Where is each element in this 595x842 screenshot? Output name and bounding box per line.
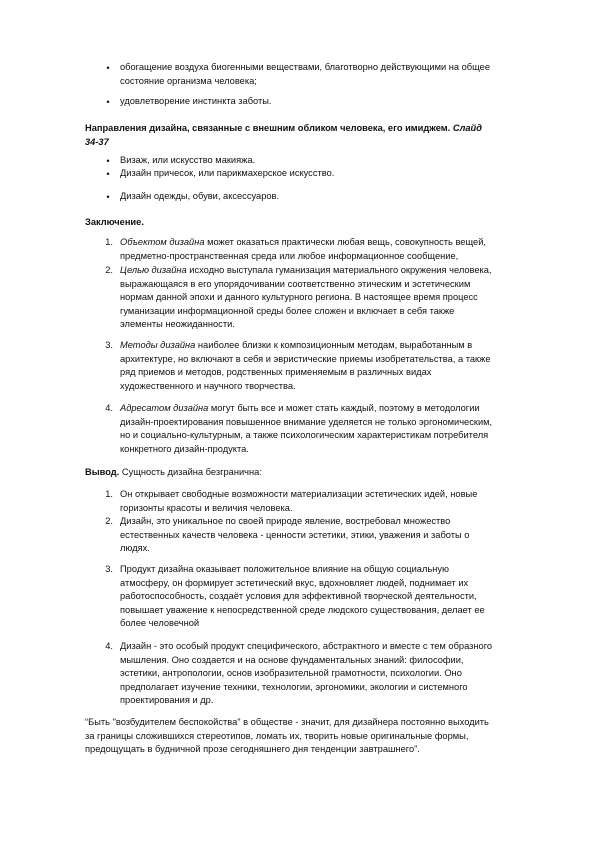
- text-line: более человечной: [120, 618, 200, 628]
- summary-item-2: [120, 515, 469, 556]
- item-italic-term: Методы дизайна: [120, 340, 196, 350]
- text-line: атмосферу, он формирует эстетический вкус, вдохновляет людей, поднимает их: [120, 577, 469, 588]
- heading-slide-number: 34-37: [85, 136, 109, 147]
- text-line: повышает уважение к непосредственной среде людского существования, делает ее: [120, 604, 485, 615]
- bullet-marker: •: [106, 156, 110, 166]
- text-line: за границы сложившихся стереотипов, ломать их, творить новые оригинальные формы,: [85, 730, 469, 741]
- text-line: Визаж, или искусство макияжа.: [120, 155, 256, 165]
- list-number: 4.: [105, 403, 113, 413]
- text-line: людях.: [120, 543, 150, 553]
- conclusion-item-2: [120, 264, 492, 332]
- conclusion-item-1: [120, 236, 486, 263]
- text-line: Он открывает свободные возможности материализации эстетических идей, новые: [120, 489, 478, 499]
- text-line: предощущать в будничной прозе сегодняшнего дня тенденции завтрашнего”.: [85, 744, 420, 754]
- style-bullet-1: [120, 154, 255, 168]
- conclusion-heading: Заключение.: [85, 217, 144, 227]
- text-line: гуманизации информационной среды более сложен и включает в себя также: [120, 305, 455, 316]
- text-line: конкретного дизайн-продукта.: [120, 443, 249, 454]
- text-line: работоспособность, создаёт условия для эффективной творческой деятельности,: [120, 591, 477, 601]
- text-line: дизайн-проектирования повышенное внимание уделяется не только эргономическим,: [120, 416, 493, 427]
- bullet-marker: •: [106, 169, 110, 179]
- style-bullet-2: [120, 167, 334, 181]
- list-number: 3.: [105, 564, 113, 574]
- bullet-marker: •: [106, 63, 110, 73]
- text-line: нормам данной эпохи и данного культурного региона. В настоящее время процесс: [120, 292, 478, 302]
- summary-label: Вывод.: [85, 467, 120, 477]
- bullet-marker: •: [106, 192, 110, 202]
- conclusion-summary: [85, 466, 262, 480]
- text-line: выражающаяся в его упорядочивании соответственно этическим и эстетическим: [120, 278, 471, 289]
- list-number: 1.: [105, 237, 113, 247]
- item-text: исходно выступала гуманизация материального окружения человека,: [186, 265, 492, 275]
- item-italic-term: Объектом дизайна: [120, 237, 205, 247]
- text-line: состояние организма человека;: [120, 75, 257, 86]
- item-italic-term: Целью дизайна: [120, 265, 187, 275]
- section-heading: [85, 122, 482, 149]
- text-line: мышления. Оно создается и на основе фундаментальных знаний: философии,: [120, 654, 464, 665]
- summary-item-4: [120, 640, 492, 708]
- heading-slide: Слайд: [452, 123, 482, 133]
- text-line: ряд приемов и методов, родственных применяемым в различных видах: [120, 367, 432, 377]
- list-number: 1.: [105, 489, 113, 499]
- list-number: 4.: [105, 641, 113, 651]
- heading-main: Направления дизайна, связанные с внешним обликом человека, его имиджем.: [85, 123, 451, 133]
- summary-item-3: [120, 563, 485, 631]
- text-line: но и социально-культурным, а также психологическим характеристикам потребителя: [120, 430, 489, 440]
- list-number: 2.: [105, 516, 113, 526]
- text-line: художественного и научного творчества.: [120, 380, 296, 391]
- text-line: Продукт дизайна оказывает положительное влияние на общую социальную: [120, 564, 449, 574]
- text-line: Дизайн - это особый продукт специфического, абстрактного и вместе с тем образного: [120, 641, 493, 651]
- summary-text: Сущность дизайна безгранична:: [119, 467, 262, 477]
- style-bullet-3: [120, 190, 279, 204]
- text-line: горизонты красоты и величия человека.: [120, 502, 293, 513]
- item-text: может оказаться практически любая вещь, совокупность вещей,: [204, 237, 486, 247]
- closing-quote: [85, 716, 489, 757]
- text-line: эстетики, антропологии, основ изобразительной грамотности, психологии. Оно: [120, 668, 462, 678]
- intro-bullet-2: [120, 95, 272, 109]
- list-number: 2.: [105, 265, 113, 275]
- text-line: архитектуре, но включают в себя и эвристические приемы изобретательства, а также: [120, 353, 491, 364]
- item-italic-term: Адресатом дизайна: [120, 403, 209, 413]
- intro-bullet-1: [120, 61, 490, 88]
- bullet-marker: •: [106, 97, 110, 107]
- text-line: удовлетворение инстинкта заботы.: [120, 96, 272, 106]
- item-text: наиболее близки к композиционным методам, выработанным в: [195, 340, 473, 350]
- summary-item-1: [120, 488, 477, 515]
- text-line: проектирования и др.: [120, 695, 214, 705]
- conclusion-item-3: [120, 339, 491, 393]
- text-line: предполагает изучение техники, технологии, эргономики, экологии и системного: [120, 681, 468, 692]
- list-number: 3.: [105, 340, 113, 350]
- text-line: предметно-пространственная среда или любое информационное сообщение,: [120, 250, 459, 261]
- text-line: Дизайн, это уникальное по своей природе явление, востребовал множество: [120, 516, 451, 526]
- text-line: элементы неожиданности.: [120, 319, 235, 329]
- conclusion-item-4: [120, 402, 492, 456]
- text-line: естественных качеств человека - ценности эстетики, этики, уважения и заботы о: [120, 529, 470, 540]
- text-line: “Быть "возбудителем беспокойства" в обществе - значит, для дизайнера постоянно выходить: [85, 717, 489, 727]
- item-text: могут быть все и может стать каждый, поэтому в методологии: [208, 403, 480, 413]
- text-line: обогащение воздуха биогенными веществами, благотворно действующими на общее: [120, 62, 490, 72]
- text-line: Дизайн причесок, или парикмахерское искусство.: [120, 168, 335, 178]
- text-line: Дизайн одежды, обуви, аксессуаров.: [120, 191, 280, 201]
